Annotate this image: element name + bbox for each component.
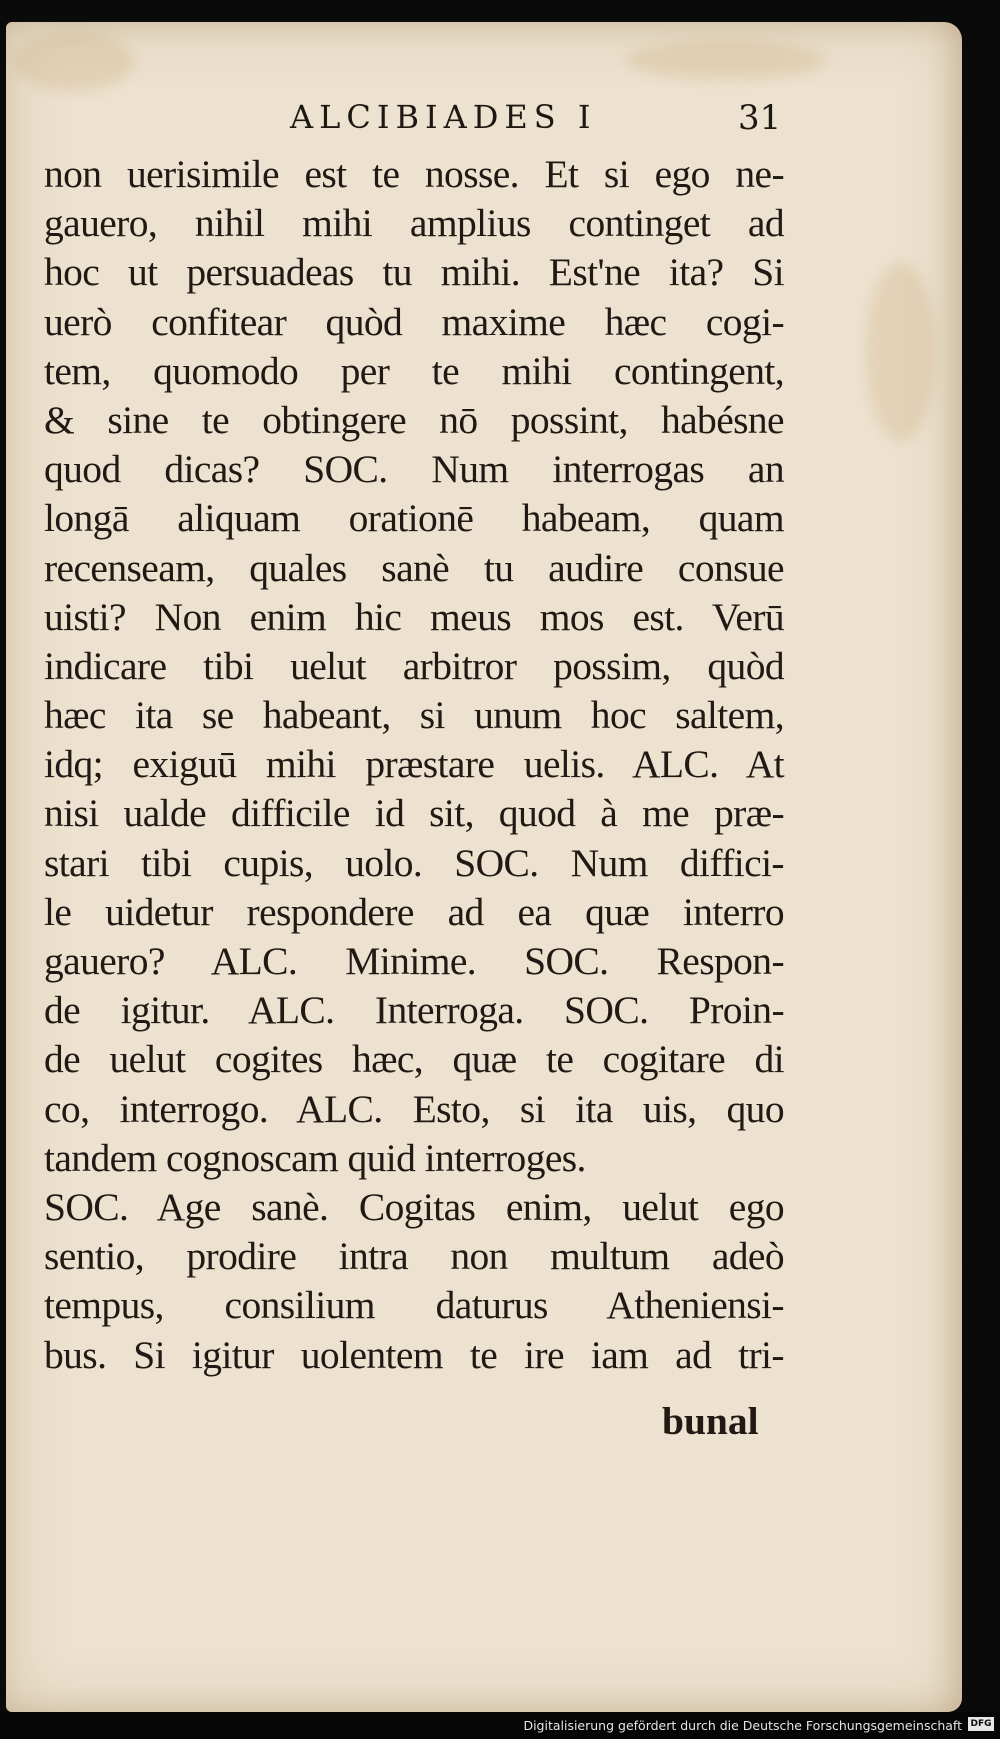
text-line: indicare tibi uelut arbitror possim, quòd — [44, 643, 784, 688]
text-line: tem, quomodo per te mihi contingent, — [44, 348, 784, 393]
text-line: tandem cognoscam quid interroges. — [44, 1135, 586, 1180]
text-line: de uelut cogites hæc, quæ te cogitare di — [44, 1037, 784, 1082]
running-head: ALCIBIADES I — [290, 98, 597, 136]
text-line: longā aliquam orationē habeam, quam — [44, 496, 784, 541]
text-line: tempus, consilium daturus Atheniensi- — [44, 1283, 784, 1328]
paper-stain — [866, 262, 936, 442]
text-line: non uerisimile est te nosse. Et si ego ne- — [44, 152, 784, 196]
text-line: recenseam, quales sanè tu audire consue — [44, 545, 784, 590]
text-line: de igitur. ALC. Interroga. SOC. Proin- — [44, 988, 784, 1033]
text-line: quod dicas? SOC. Num interrogas an — [44, 447, 784, 492]
dfg-logo-icon: DFG — [968, 1717, 994, 1731]
text-line: SOC. Age sanè. Cogitas enim, uelut ego — [44, 1184, 784, 1229]
text-line: le uidetur respondere ad ea quæ interro — [44, 889, 784, 934]
text-line: & sine te obtingere nō possint, habésne — [44, 397, 784, 442]
text-line: co, interrogo. ALC. Esto, si ita uis, quo — [44, 1086, 784, 1131]
paper-stain — [626, 40, 826, 80]
text-line: nisi ualde difficile id sit, quod à me præ- — [44, 791, 784, 836]
text-line: gauero? ALC. Minime. SOC. Respon- — [44, 939, 784, 983]
text-line: uisti? Non enim hic meus mos est. Verū — [44, 594, 784, 639]
body-text — [44, 150, 784, 1380]
text-line: stari tibi cupis, uolo. SOC. Num diffici- — [44, 840, 784, 885]
text-line: sentio, prodire intra non multum adeò — [44, 1234, 784, 1279]
text-line: bus. Si igitur uolentem te ire iam ad tri- — [44, 1332, 784, 1377]
text-line: hoc ut persuadeas tu mihi. Est'ne ita? Si — [44, 250, 784, 295]
text-line: gauero, nihil mihi amplius continget ad — [44, 201, 784, 246]
text-line: hæc ita se habeant, si unum hoc saltem, — [44, 693, 784, 738]
page-number: 31 — [738, 98, 782, 138]
text-line: uerò confitear quòd maxime hæc cogi- — [44, 299, 784, 344]
text-line: idq; exiguū mihi præstare uelis. ALC. At — [44, 742, 784, 787]
catchword: bunal — [662, 1399, 759, 1443]
paper-stain — [14, 32, 134, 92]
digitization-credit: Digitalisierung gefördert durch die Deutsche Forschungsgemeinschaft — [523, 1718, 962, 1733]
